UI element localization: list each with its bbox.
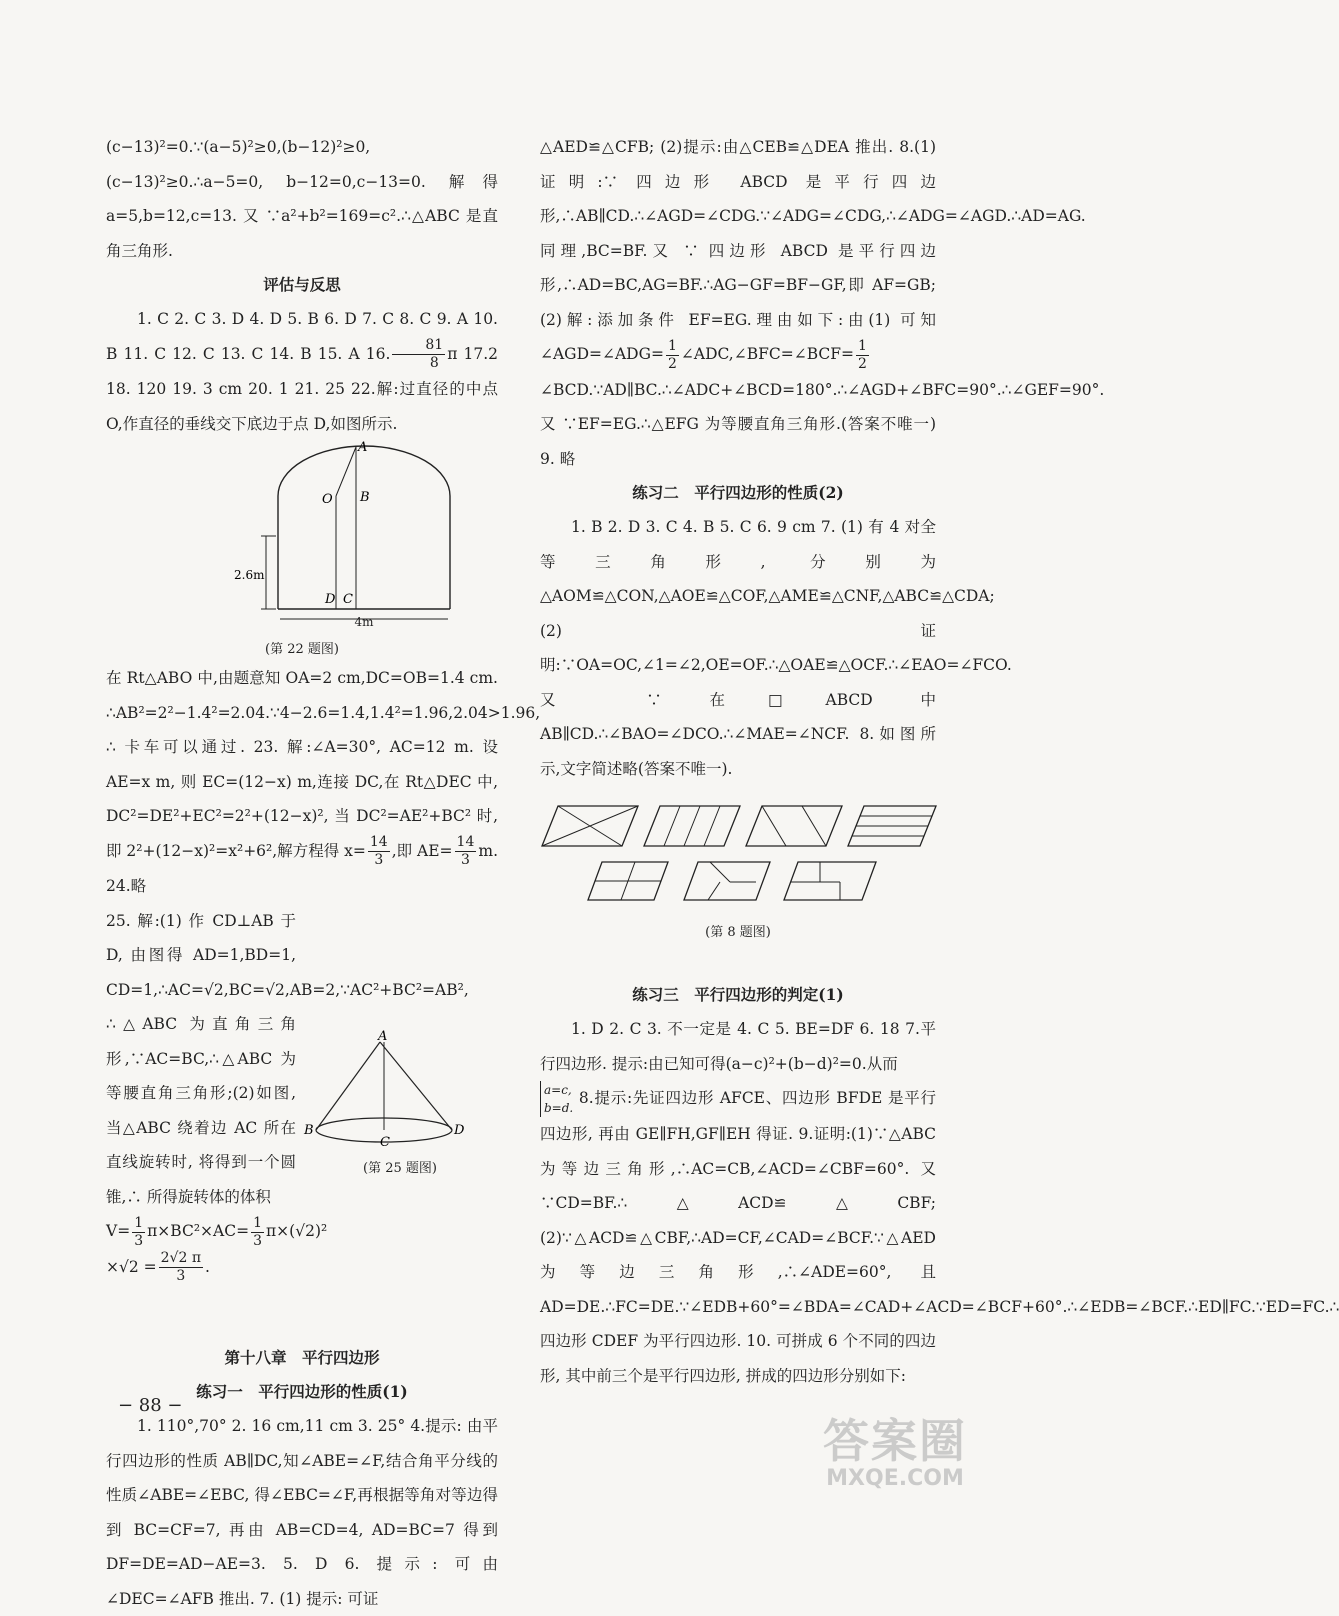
equation-system: a=c, b=d. [540,1081,573,1117]
left-paragraph-1: (c−13)²=0.∵(a−5)²≥0,(b−12)²≥0,(c−13)²≥0.∴a−5=0, b−12=0,c−13=0. 解得 a=5,b=12,c=13. 又 ∵a²+b²=169=c².∴△ABC 是直角三角形. [106,138,498,260]
right-column [540,130,1339,1393]
label-d: D [325,592,336,607]
figure-8-caption: (第 8 题图) [705,925,771,940]
label-width: 4m [354,615,374,629]
volume-line-1: V= $\frac{1}{3}$ π×BC²×AC= $\frac{1}{3}$ π×(√2)² [106,1214,328,1249]
label-d: D [454,1122,465,1138]
fraction: $\frac{81}{8}$ [392,337,445,372]
heading-evaluation: 评估与反思 [263,275,341,294]
label-o: O [322,492,333,507]
parallelogram-4 [848,806,936,846]
parallelogram-3 [746,806,842,846]
fraction: $\frac{1}{3}$ [253,1214,262,1249]
label-c: C [343,592,353,607]
right-paragraph-1: △AED≌△CFB; (2)提示:由△CEB≌△DEA 推出. 8.(1) 证明:∵ 四边形 ABCD 是平行四边形,∴AB∥CD.∴∠AGD=∠CDG.∵∠ADG=∠CDG,∴∠ADG=∠AGD.∴AD=AG.同理,BC=BF.又 ∵ 四边形 ABCD 是平行四边形,∴AD=BC,AG=BF.∴AG−GF=BF−GF,即 AF=GB;(2)解:添加条件 EF=EG.理由如下:由(1) 可知∠AGD=∠ADG= $\frac{1}{2}$ ∠ADC,∠BFC=∠BCF= $\frac{1}{2}$ ∠BCD.∵AD∥BC.∴∠ADC+∠BCD=180°.∴∠AGD+∠BFC=90°.∴∠GEF=90°. 又 ∵EF=EG.∴△EFG 为等腰直角三角形.(答案不唯一) 9. 略 [540,138,1105,468]
fraction: $\frac{2√2 \pi}{3}$ [160,1250,202,1284]
fraction: $\frac{1}{2}$ [857,337,867,372]
parallelogram-2 [644,806,740,846]
figure-22 [106,441,498,639]
label-a: A [358,440,368,455]
arch-shape [278,446,450,609]
heading-exercise-2: 练习二 平行四边形的性质(2) [632,483,844,502]
watermark-logo: 答案圈 [823,1414,967,1468]
parallelogram-5 [588,862,668,900]
q25-block [106,904,498,1215]
chapter-title: 第十八章 平行四边形 [224,1348,380,1367]
left-paragraph-4: 25. 解:(1) 作 CD⊥AB 于 D, 由图得 AD=1,BD=1, CD=1,∴AC=√2,BC=√2,AB=2,∵AC²+BC²=AB², ∴△ABC 为直角三角形,∵AC=BC,∴△ABC 为等腰直角三角形;(2)如图, 当△ABC 绕着边 AC 所在直线旋转时, 将得到一个圆锥,∴ 所得旋转体的体积 [106,911,469,1206]
right-paragraph-2: 1. B 2. D 3. C 4. B 5. C 6. 9 cm 7. (1) 有 4 对全等三角形, 分别为△AOM≌△CON,△AOE≌△COF,△AME≌△CNF,△ABC≌△CDA;(2)证明:∵OA=OC,∠1=∠2,OE=OF.∴△OAE≌△OCF.∴∠EAO=∠FCO.又 ∵ 在□ABCD 中 AB∥CD.∴∠BAO=∠DCO.∴∠MAE=∠NCF. 8.如图所示,文字简述略(答案不唯一). [540,518,1012,778]
left-paragraph-2: 1. C 2. C 3. D 4. D 5. B 6. D 7. C 8. C 9. A 10. B 11. C 12. C 13. C 14. B 15. A 16. $\frac{81}{8}$ π 17.2 18. 120 19. 3 cm 20. 1 21. 25 22.解:过直径的中点 O,作直径的垂线交下底边于点 D,如图所示. [106,310,498,433]
left-column [106,130,541,1616]
watermark [800,1415,990,1491]
watermark-url: MXQE.COM [826,1466,964,1491]
fraction: $\frac{14}{3}$ [369,834,388,868]
figure-8-diagram [540,800,936,910]
figure-22-diagram [106,441,498,611]
fraction: $\frac{1}{3}$ [134,1214,144,1249]
volume-line-2: ×√2 = $\frac{2√2 \pi}{3}$ . [106,1250,210,1284]
heading-exercise-3: 练习三 平行四边形的判定(1) [632,985,844,1004]
right-paragraph-3a: 1. D 2. C 3. 不一定是 4. C 5. BE=DF 6. 18 7.平行四边形. 提示:由已知可得(a−c)²+(b−d)²=0.从而 [540,1020,936,1073]
heading-exercise-1: 练习一 平行四边形的性质(1) [196,1382,408,1401]
label-b: B [360,490,370,505]
parallelogram-7 [784,862,876,900]
fraction: $\frac{1}{2}$ [667,337,677,372]
left-paragraph-5: 1. 110°,70° 2. 16 cm,11 cm 3. 25° 4.提示: 由平行四边形的性质 AB∥DC,知∠ABE=∠F,结合角平分线的性质∠ABE=∠EBC, 得∠EBC=∠F,再根据等角对等边得到 BC=CF=7, 再由 AB=CD=4, AD=BC=7 得到 DF=DE=AD−AE=3. 5. D 6. 提示: 可由∠DEC=∠AFB 推出. 7. (1) 提示: 可证 [106,1417,498,1608]
label-height: 2.6m [234,568,265,582]
page-number: − 88 − [118,1395,183,1416]
figure-25-diagram [302,1028,498,1154]
figure-25 [302,904,498,1180]
label-a: A [378,1028,388,1044]
label-b: B [304,1122,314,1138]
line-oa [336,447,356,496]
figure-22-caption: (第 22 题图) [265,642,339,657]
parallelogram-6 [684,862,770,900]
figure-8 [540,786,936,948]
right-paragraph-3b: a=c, b=d. 8.提示:先证四边形 AFCE、四边形 BFDE 是平行四边形, 再由 GE∥FH,GF∥EH 得证. 9.证明:(1)∵△ABC 为等边三角形,∴AC=CB,∠ACD=∠CBF=60°. 又 ∵CD=BF.∴△ACD≌△CBF; (2)∵△ACD≌△CBF,∴AD=CF,∠CAD=∠BCF.∵△AED 为等边三角形,∴∠ADE=60°, 且 AD=DE.∴FC=DE.∵∠EDB+60°=∠BDA=∠CAD+∠ACD=∠BCF+60°.∴∠EDB=∠BCF.∴ED∥FC.∵ED=FC.∴ 四边形 CDEF 为平行四边形. 10. 可拼成 6 个不同的四边形, 其中前三个是平行四边形, 拼成的四边形分别如下: [540,1083,1339,1385]
left-paragraph-3: 在 Rt△ABO 中,由题意知 OA=2 cm,DC=OB=1.4 cm. ∴AB²=2²−1.4²=2.04.∵4−2.6=1.4,1.4²=1.96,2.04>1.96, ∴ 卡车可以通过. 23. 解:∠A=30°, AC=12 m. 设 AE=x m, 则 EC=(12−x) m,连接 DC,在 Rt△DEC 中, DC²=DE²+EC²=2²+(12−x)², 当 DC²=AE²+BC² 时,即 2²+(12−x)²=x²+6²,解方程得 x= $\frac{14}{3}$ ,即 AE= $\frac{14}{3}$ m. 24.略 [106,669,541,895]
label-c: C [380,1134,390,1150]
figure-25-caption: (第 25 题图) [363,1160,437,1176]
fraction: $\frac{14}{3}$ [456,834,475,868]
parallelogram-1 [542,806,638,846]
